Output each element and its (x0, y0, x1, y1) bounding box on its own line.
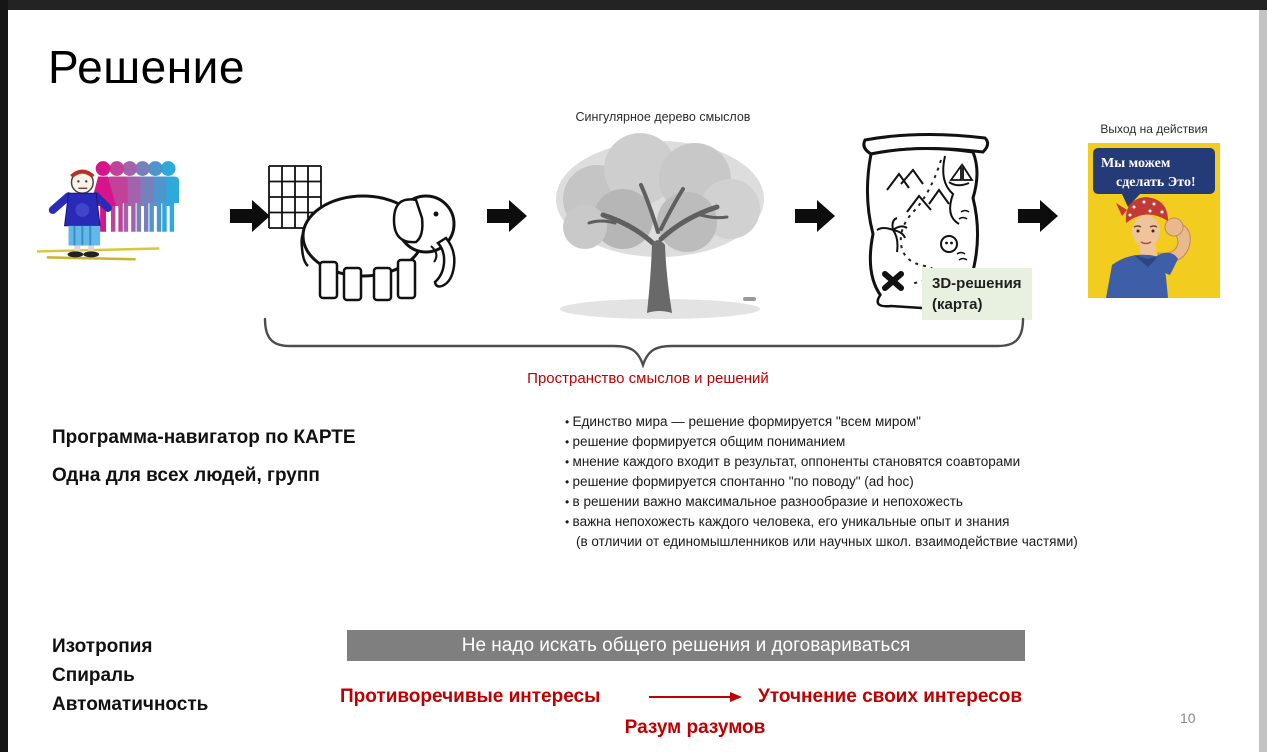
bullet-list (565, 412, 1165, 532)
keyword-list (52, 632, 208, 719)
navigator-line1: Программа-навигатор по КАРТЕ (52, 427, 356, 448)
tree-caption: Сингулярное дерево смыслов (575, 110, 751, 124)
red-flow-right: Уточнение своих интересов (758, 686, 1023, 707)
people-group-illustration (33, 148, 181, 270)
bullet-item: • мнение каждого входит в результат, оппоненты становятся соавторами (565, 452, 1165, 472)
action-caption: Выход на действия (1100, 122, 1208, 136)
map-tag-line1: 3D-решения (932, 275, 1022, 292)
window-right-edge (1259, 10, 1267, 752)
bullet-item: • Единство мира — решение формируется "всем миром" (565, 412, 1165, 432)
keyword-item: Автоматичность (52, 694, 209, 715)
poster-illustration (1088, 143, 1220, 298)
bullet-item: • в решении важно максимальное разнообразие и непохожесть (565, 492, 1165, 512)
navigator-line2: Одна для всех людей, групп (52, 465, 320, 486)
tree-illustration (545, 127, 775, 322)
brace-icon (262, 316, 1026, 368)
red-arrow-icon (648, 690, 743, 704)
window-left-edge (0, 0, 8, 752)
keyword-item: Изотропия (52, 636, 153, 657)
poster-text-line2: сделать Это! (1116, 175, 1196, 190)
elephant-illustration (266, 162, 476, 307)
slide-title: Решение (48, 41, 245, 93)
banner-statement: Не надо искать общего решения и договариваться (347, 630, 1025, 661)
map-tag-line2: (карта) (932, 296, 983, 313)
space-caption: Пространство смыслов и решений (527, 370, 769, 387)
red-flow-bottom: Разум разумов (624, 717, 766, 738)
flow-arrow-icon (795, 200, 835, 232)
bullet-note: (в отличии от единомышленников или научных школ. взаимодействие частями) (576, 534, 1078, 549)
bullet-item: • решение формируется общим пониманием (565, 432, 1165, 452)
flow-arrow-icon (487, 200, 527, 232)
map-tag (922, 268, 1032, 320)
red-flow-left: Противоречивые интересы (340, 686, 601, 707)
window-top-edge (0, 0, 1267, 10)
flow-arrow-icon (230, 200, 270, 232)
keyword-item: Спираль (52, 665, 135, 686)
page-number: 10 (1180, 710, 1196, 726)
bullet-item: • важна непохожесть каждого человека, его уникальные опыт и знания (565, 512, 1165, 532)
poster-text-line1: Мы можем (1101, 156, 1171, 171)
flow-arrow-icon (1018, 200, 1058, 232)
bullet-item: • решение формируется спонтанно "по поводу" (ad hoc) (565, 472, 1165, 492)
slide-canvas (8, 10, 1259, 752)
